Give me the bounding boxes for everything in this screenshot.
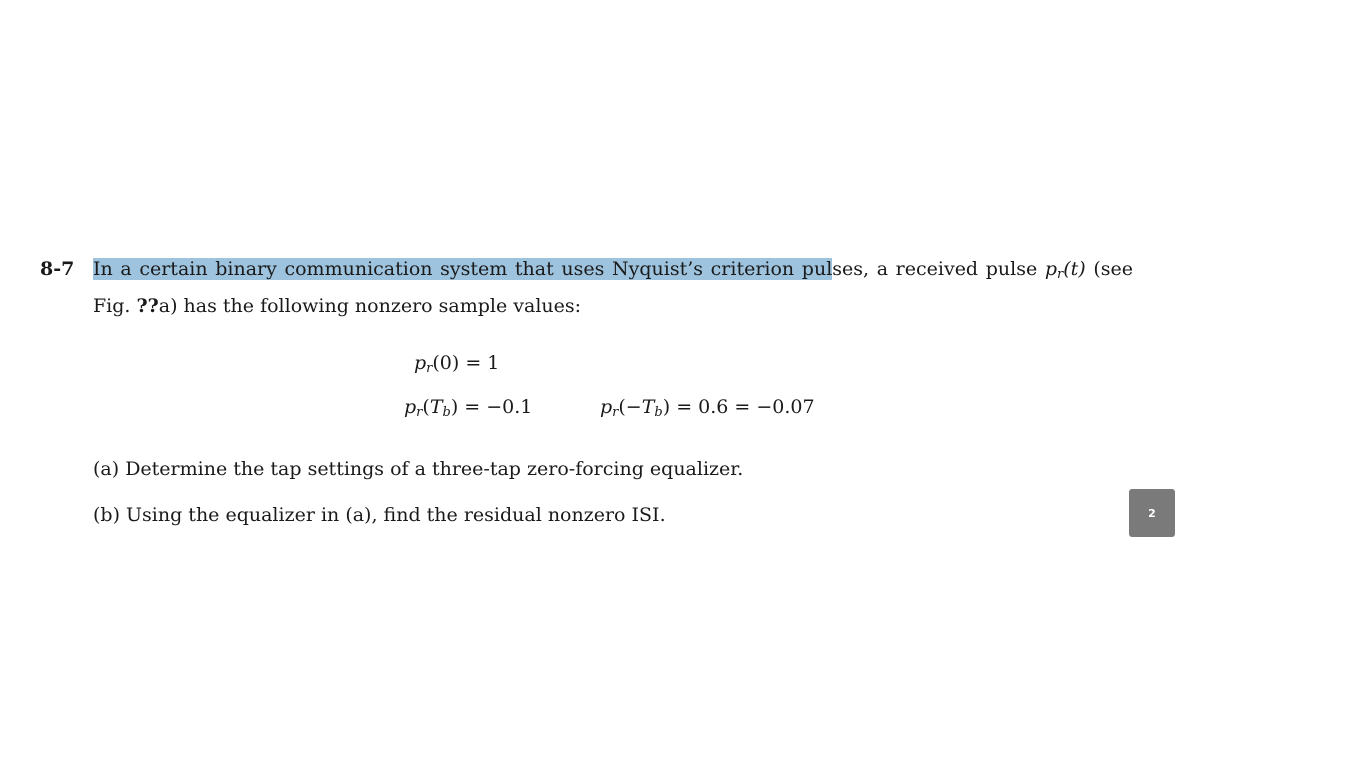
line-2-rest[interactable]: a) has the following nonzero sample values: [158, 295, 582, 317]
eq3-t-symbol: T [641, 396, 655, 418]
eq3-subscript: r [612, 405, 619, 420]
part-b-text[interactable]: (b) Using the equalizer in (a), find the residual nonzero ISI. [93, 504, 666, 526]
line-1-continuation[interactable]: ses, a received pulse [832, 258, 1045, 280]
problem-number: 8-7 [40, 258, 75, 280]
eq3-value: ) = 0.6 = −0.07 [662, 396, 815, 418]
eq2-open: ( [422, 396, 430, 418]
fig-label[interactable]: Fig. [93, 295, 137, 317]
page-number-badge[interactable]: 2 [1129, 489, 1175, 537]
equation-pr-0 [414, 352, 499, 376]
equation-pr-minus-tb [600, 396, 815, 420]
eq2-subscript: r [416, 405, 423, 420]
pulse-argument: (t) [1063, 258, 1086, 280]
eq2-t-subscript: b [442, 405, 451, 420]
eq2-symbol: p [404, 396, 417, 418]
problem-line-1 [93, 258, 1133, 282]
eq2-t-symbol: T [429, 396, 443, 418]
pulse-subscript: r [1057, 267, 1064, 282]
fig-reference[interactable]: ?? [136, 295, 159, 317]
eq3-symbol: p [600, 396, 613, 418]
equation-pr-tb [404, 396, 532, 420]
problem-line-2 [93, 295, 581, 317]
selected-text-highlight[interactable]: In a certain binary communication system that uses Nyquist’s criterion pul [93, 258, 833, 280]
eq3-t-subscript: b [654, 405, 663, 420]
eq1-subscript: r [426, 361, 433, 376]
eq2-value: ) = −0.1 [450, 396, 533, 418]
see-text[interactable]: (see [1085, 258, 1133, 280]
eq1-symbol: p [414, 352, 427, 374]
pulse-symbol: p [1044, 258, 1058, 280]
part-a-text[interactable]: (a) Determine the tap settings of a three-tap zero-forcing equalizer. [93, 458, 744, 480]
eq3-open: (− [618, 396, 642, 418]
eq1-value: (0) = 1 [432, 352, 500, 374]
